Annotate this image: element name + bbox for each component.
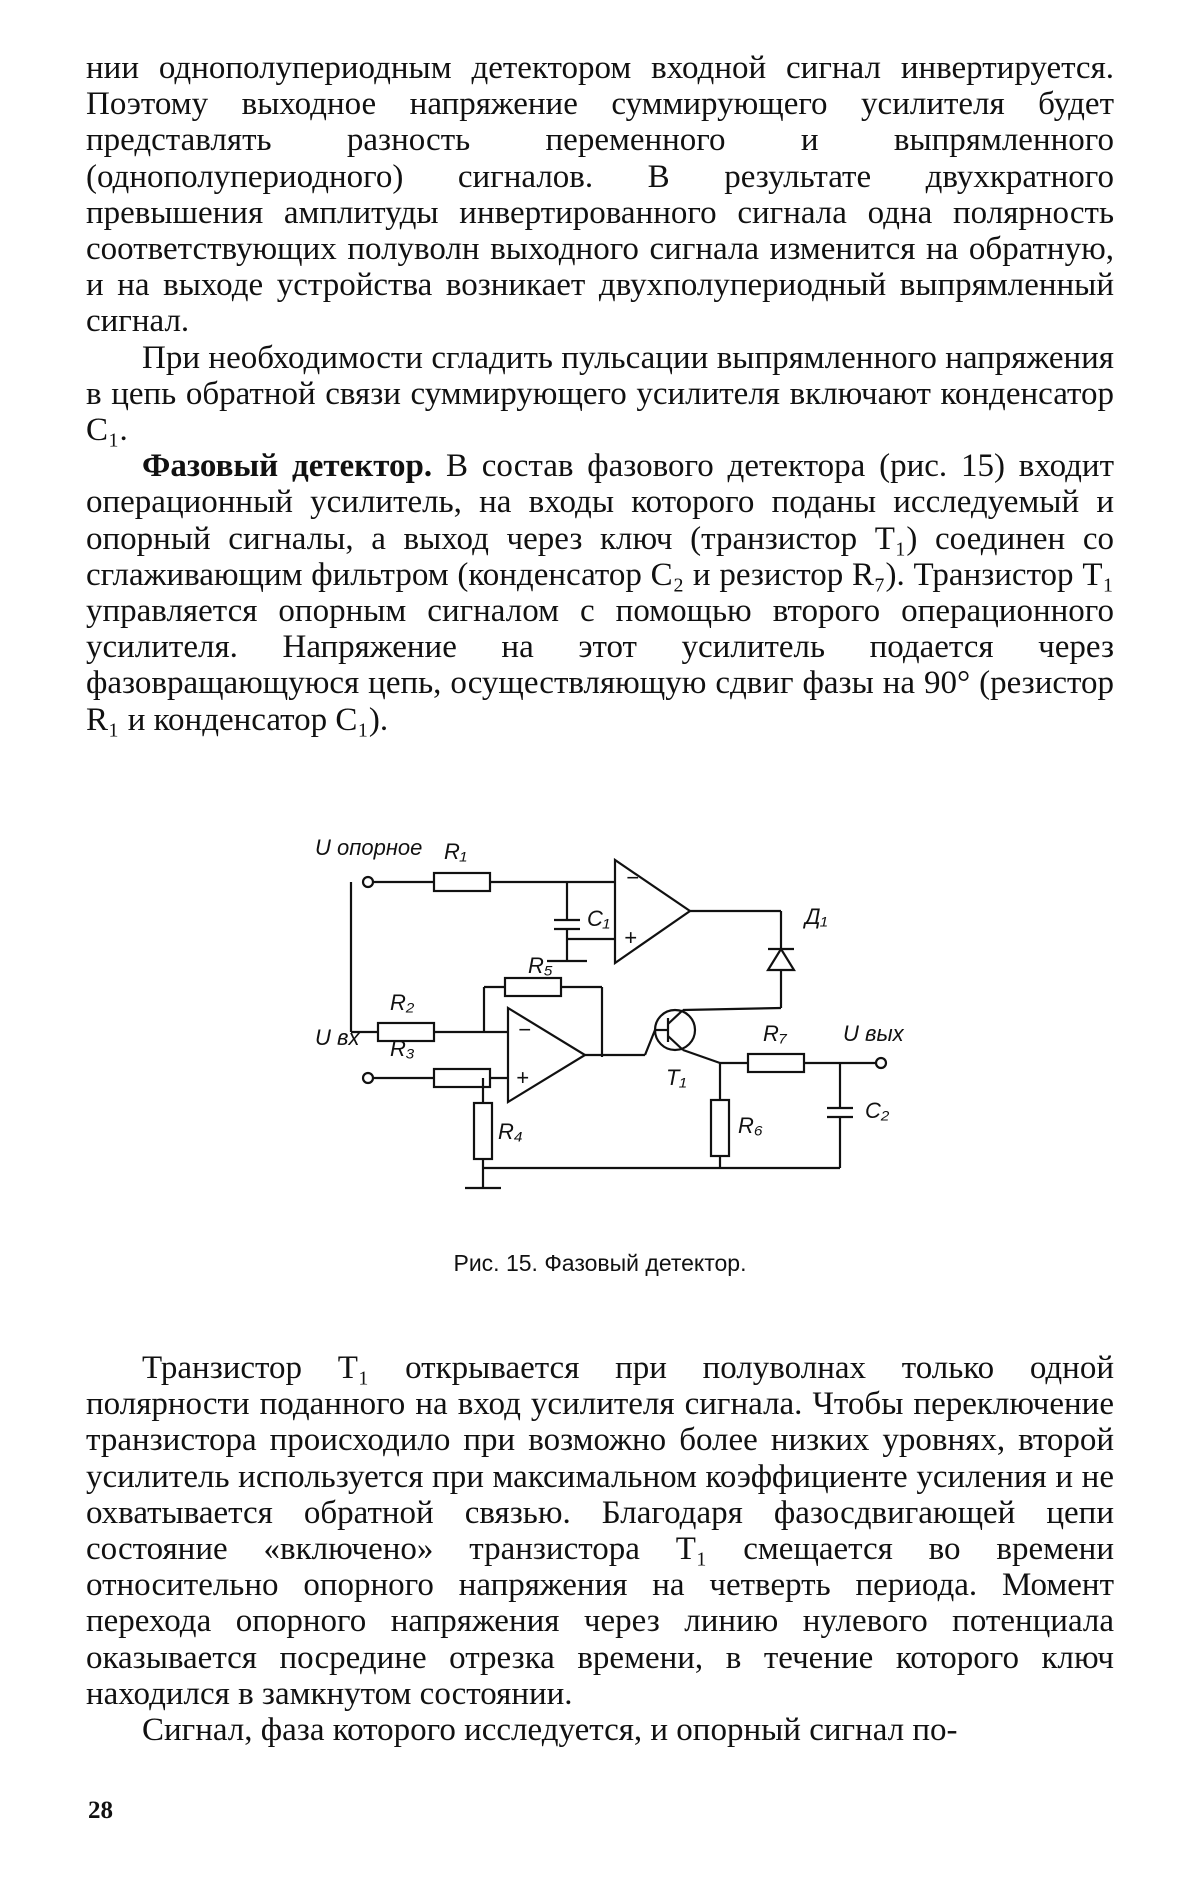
label-opamp1-minus: − [626, 865, 639, 890]
t1-emitter [668, 1036, 683, 1050]
label-r6: R₆ [738, 1113, 763, 1138]
paragraph-capacitor: При необходимости сгладить пульсации выпрямленного напряжения в цепь обратной связи суммирующего усилителя включают конденсатор C₁. [86, 339, 1114, 449]
input-terminal [363, 1073, 373, 1083]
label-r1: R₁ [444, 839, 467, 864]
label-r4: R₄ [498, 1119, 523, 1144]
output-terminal [876, 1058, 886, 1068]
paragraph-phase-detector-wrapper [86, 448, 1114, 738]
wire-t1-output [683, 1050, 720, 1063]
label-u-reference: U опорное [315, 835, 423, 860]
label-d1: Д₁ [805, 904, 828, 929]
r3-resistor [434, 1069, 490, 1087]
label-opamp2-plus: + [516, 1065, 529, 1090]
t1-collector [668, 1010, 683, 1024]
figure-caption: Рис. 15. Фазовый детектор. [453, 1250, 747, 1276]
reference-terminal [363, 877, 373, 887]
label-c2: C₂ [865, 1098, 890, 1123]
section-heading: Фазовый детектор. [142, 448, 433, 485]
label-r2: R₂ [390, 990, 415, 1015]
r1-resistor [434, 873, 490, 891]
paragraph-phase-detector: В состав фазового детектора (рис. 15) входит операционный усилитель, на входы которого поданы исследуемый и опорный сигналы, а выход через ключ (транзистор T₁) соединен со сглаживающим фильтром (конденсатор C₂ и резистор R₇). Транзистор T₁ управляется опорным сигналом с помощью второго операционного усилителя. Напряжение на этот усилитель подается через фазовращающуюся цепь, осуществляющую сдвиг фазы на 90° (резистор R₁ и конденсатор C₁). [86, 448, 1115, 738]
wire-t1-control [683, 1008, 781, 1010]
r6-resistor [711, 1100, 729, 1156]
wire-t1-input [645, 1030, 655, 1055]
label-u-input: U вх [315, 1025, 360, 1050]
phase-detector-diagram [280, 825, 1050, 1205]
label-t1: T₁ [666, 1065, 687, 1090]
r7-resistor [748, 1054, 804, 1072]
text-bottom [86, 1350, 1114, 1748]
label-opamp1-plus: + [624, 925, 637, 950]
label-opamp2-minus: − [518, 1017, 531, 1042]
label-u-output: U вых [843, 1021, 904, 1046]
page-number: 28 [88, 1797, 113, 1824]
paragraph-top: нии однополупериодным детектором входной сигнал инвертируется. Поэтому выходное напряжение суммирующего усилителя будет представлять разность переменного и выпрямленного (однополупериодного) сигналов. В результате двухкратного превышения амплитуды инвертированного сигнала одна полярность соответствующих полуволн выходного сигнала изменится на обратную, и на выходе устройства возникает двухполупериодный выпрямленный сигнал. [86, 50, 1114, 340]
d1-diode [768, 949, 794, 970]
label-r3: R₃ [390, 1036, 415, 1061]
paragraph-last: Сигнал, фаза которого исследуется, и опорный сигнал по- [142, 1712, 958, 1749]
r5-resistor [505, 978, 561, 996]
paragraph-transistor: Транзистор T₁ открывается при полуволнах только одной полярности поданного на вход усилителя сигнала. Чтобы переключение транзистора происходило при возможно более низких уровнях, второй усилитель используется при максимальном коэффициенте усиления и не охватывается обратной связью. Благодаря фазосдвигающей цепи состояние «включено» транзистора T₁ смещается во времени относительно опорного напряжения на четверть периода. Момент перехода опорного напряжения через линию нулевого потенциала оказывается посредине отрезка времени, в течение которого ключ находился в замкнутом состоянии. [86, 1350, 1114, 1712]
label-c1: C₁ [587, 906, 610, 931]
r4-resistor [474, 1103, 492, 1159]
label-r7: R₇ [763, 1021, 787, 1046]
label-r5: R₅ [528, 953, 553, 978]
text-top [86, 50, 1114, 738]
circuit-svg [280, 825, 1050, 1205]
